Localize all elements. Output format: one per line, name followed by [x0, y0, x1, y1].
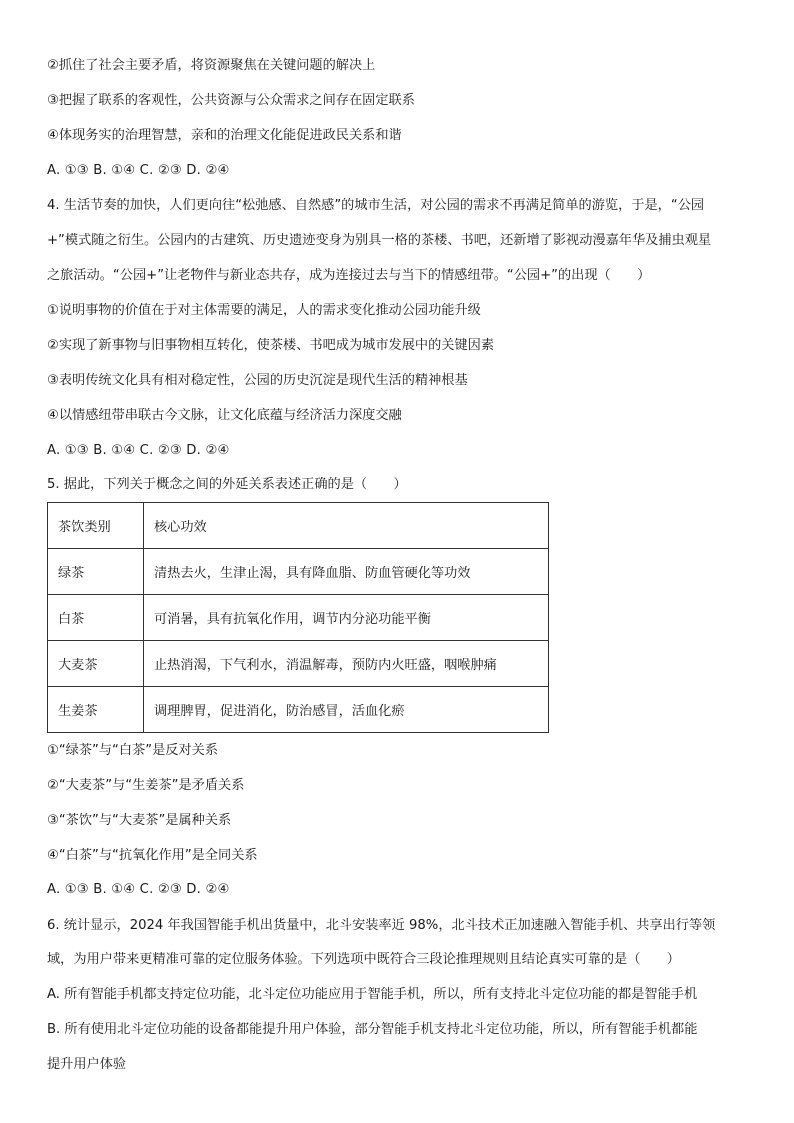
table-header-row [48, 503, 549, 549]
q5-item-3: ③“茶饮”与“大麦茶”是属种关系 [47, 813, 232, 828]
table-row [48, 595, 549, 641]
table-header-cell: 核心功效 [144, 503, 549, 549]
table-cell-effect: 清热去火，生津止渴，具有降血脂、防血管硬化等功效 [144, 549, 549, 595]
table-cell-effect: 止热消渴，下气利水，消温解毒，预防内火旺盛，咽喉肿痛 [144, 641, 549, 687]
q3-item-4: ④体现务实的治理智慧，亲和的治理文化能促进政民关系和谐 [47, 128, 402, 143]
q4-choices: A. ①③ B. ①④ C. ②③ D. ②④ [47, 443, 230, 458]
table-cell-category: 白茶 [48, 595, 144, 641]
table-cell-category: 生姜茶 [48, 687, 144, 733]
q6-option-a: A. 所有智能手机都支持定位功能，北斗定位功能应用于智能手机，所以，所有支持北斗定位功能的都是智能手机 [47, 987, 698, 1002]
q5-choices: A. ①③ B. ①④ C. ②③ D. ②④ [47, 882, 230, 897]
table-cell-category: 大麦茶 [48, 641, 144, 687]
table-row [48, 549, 549, 595]
q6-stem-line-1: 6. 统计显示，2024 年我国智能手机出货量中，北斗安装率近 98%，北斗技术正加速融入智能手机、共享出行等领 [47, 918, 716, 933]
q4-stem-line-1: 4. 生活节奏的加快，人们更向往“松弛感、自然感”的城市生活，对公园的需求不再满足简单的游览，于是，“公园 [47, 198, 705, 213]
q6-option-b-line-2: 提升用户体验 [47, 1057, 127, 1072]
q6-option-b-line-1: B. 所有使用北斗定位功能的设备都能提升用户体验，部分智能手机支持北斗定位功能，所以，所有智能手机都能 [47, 1022, 698, 1037]
table-cell-effect: 可消暑，具有抗氧化作用，调节内分泌功能平衡 [144, 595, 549, 641]
q3-item-2: ②抓住了社会主要矛盾，将资源聚焦在关键问题的解决上 [47, 58, 376, 73]
q5-stem: 5. 据此，下列关于概念之间的外延关系表述正确的是（ ） [47, 477, 407, 492]
q6-stem-line-2: 域，为用户带来更精准可靠的定位服务体验。下列选项中既符合三段论推理规则且结论真实可靠的是（ ） [47, 952, 680, 967]
table-cell-effect: 调理脾胃，促进消化，防治感冒，活血化瘀 [144, 687, 549, 733]
table-cell-category: 绿茶 [48, 549, 144, 595]
q4-item-1: ①说明事物的价值在于对主体需要的满足，人的需求变化推动公园功能升级 [47, 303, 481, 318]
q4-item-3: ③表明传统文化具有相对稳定性，公园的历史沉淀是现代生活的精神根基 [47, 373, 468, 388]
table-row [48, 641, 549, 687]
q5-item-1: ①“绿茶”与“白茶”是反对关系 [47, 743, 219, 758]
q4-item-4: ④以情感纽带串联古今文脉，让文化底蕴与经济活力深度交融 [47, 408, 402, 423]
q5-item-2: ②“大麦茶”与“生姜茶”是矛盾关系 [47, 778, 245, 793]
q3-item-3: ③把握了联系的客观性，公共资源与公众需求之间存在固定联系 [47, 93, 415, 108]
table-row [48, 687, 549, 733]
q4-item-2: ②实现了新事物与旧事物相互转化，使茶楼、书吧成为城市发展中的关键因素 [47, 338, 495, 353]
q5-item-4: ④“白茶”与“抗氧化作用”是全同关系 [47, 848, 258, 863]
q4-stem-line-2: +”模式随之衍生。公园内的古建筑、历史遗迹变身为别具一格的茶楼、书吧，还新增了影视动漫嘉年华及捕虫观星 [47, 233, 712, 248]
tea-table [47, 502, 549, 733]
q3-choices: A. ①③ B. ①④ C. ②③ D. ②④ [47, 163, 230, 178]
table-header-cell: 茶饮类别 [48, 503, 144, 549]
q4-stem-line-3: 之旅活动。“公园+”让老物件与新业态共存，成为连接过去与当下的情感纽带。“公园+”的出现（ ） [47, 268, 651, 283]
